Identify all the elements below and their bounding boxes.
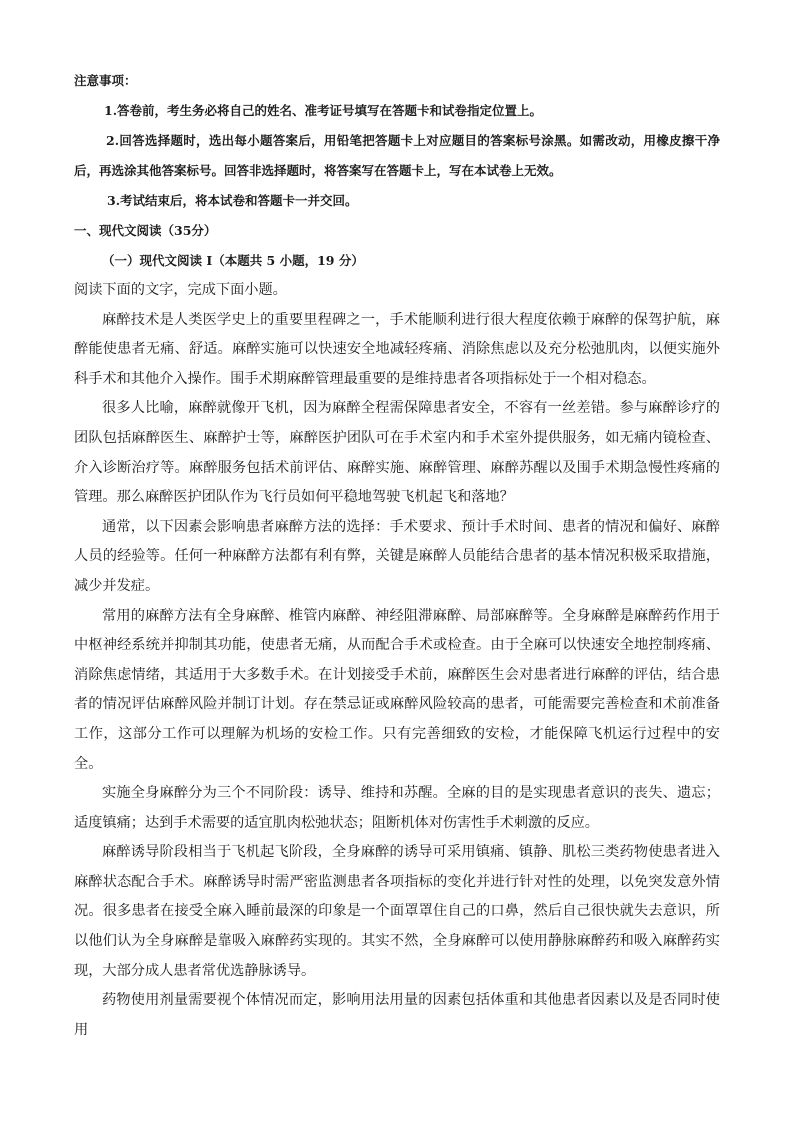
subsection-title: （一）现代文阅读 I（本题共 5 小题，19 分） [102, 253, 364, 268]
paragraph-6: 麻醉诱导阶段相当于飞机起飞阶段，全身麻醉的诱导可采用镇痛、镇静、肌松三类药物使患者进入麻醉状态配合手术。麻醉诱导时需严密监测患者各项指标的变化并进行针对性的处理，以免突发意外情况。很多患者在接受全麻入睡前最深的印象是一个面罩罩住自己的口鼻，然后自己很快就失去意识，所以他们认为全身麻醉是靠吸入麻醉药实现的。其实不然，全身麻醉可以使用静脉麻醉药和吸入麻醉药实现，大部分成人患者常优选静脉诱导。 [74, 844, 720, 979]
paragraph-2: 很多人比喻，麻醉就像开飞机，因为麻醉全程需保障患者安全，不容有一丝差错。参与麻醉诊疗的团队包括麻醉医生、麻醉护士等，麻醉医护团队可在手术室内和手术室外提供服务，如无痛内镜检查、介入诊断治疗等。麻醉服务包括术前评估、麻醉实施、麻醉管理、麻醉苏醒以及围手术期急慢性疼痛的管理。那么麻醉医护团队作为飞行员如何平稳地驾驶飞机起飞和落地？ [74, 400, 720, 506]
section-title: 一、现代文阅读（35分） [74, 223, 217, 238]
paragraph-5: 实施全身麻醉分为三个不同阶段：诱导、维持和苏醒。全麻的目的是实现患者意识的丧失、遗忘；适度镇痛；达到手术需要的适宜肌肉松弛状态；阻断机体对伤害性手术刺激的反应。 [74, 785, 720, 831]
paragraph-1: 麻醉技术是人类医学史上的重要里程碑之一，手术能顺利进行很大程度依赖于麻醉的保驾护航，麻醉能使患者无痛、舒适。麻醉实施可以快速安全地减轻疼痛、消除焦虑以及充分松弛肌肉，以便实施外科手术和其他介入操作。围手术期麻醉管理最重要的是维持患者各项指标处于一个相对稳态。 [74, 311, 720, 387]
notice-item-2: 2.回答选择题时，选出每小题答案后，用铅笔把答题卡上对应题目的答案标号涂黑。如需改动，用橡皮擦干净后，再选涂其他答案标号。回答非选择题时，将答案写在答题卡上，写在本试卷上无效。 [74, 133, 720, 178]
reading-instruction: 阅读下面的文字，完成下面小题。 [74, 282, 287, 298]
notice-title: 注意事项： [74, 73, 137, 88]
exam-page [74, 66, 720, 1045]
notice-item-3: 3.考试结束后，将本试卷和答题卡一并交回。 [107, 193, 358, 208]
paragraph-4: 常用的麻醉方法有全身麻醉、椎管内麻醉、神经阻滞麻醉、局部麻醉等。全身麻醉是麻醉药作用于中枢神经系统并抑制其功能，使患者无痛，从而配合手术或检查。由于全麻可以快速安全地控制疼痛、消除焦虑情绪，其适用于大多数手术。在计划接受手术前，麻醉医生会对患者进行麻醉的评估，结合患者的情况评估麻醉风险并制订计划。存在禁忌证或麻醉风险较高的患者，可能需要完善检查和术前准备工作，这部分工作可以理解为机场的安检工作。只有完善细致的安检，才能保障飞机运行过程中的安全。 [74, 607, 720, 772]
notice-item-1: 1.答卷前，考生务必将自己的姓名、准考证号填写在答题卡和试卷指定位置上。 [104, 103, 543, 118]
paragraph-3: 通常，以下因素会影响患者麻醉方法的选择：手术要求、预计手术时间、患者的情况和偏好、麻醉人员的经验等。任何一种麻醉方法都有利有弊，关键是麻醉人员能结合患者的基本情况积极采取措施，减少并发症。 [74, 518, 720, 594]
paragraph-7: 药物使用剂量需要视个体情况而定，影响用法用量的因素包括体重和其他患者因素以及是否同时使用 [74, 992, 720, 1038]
